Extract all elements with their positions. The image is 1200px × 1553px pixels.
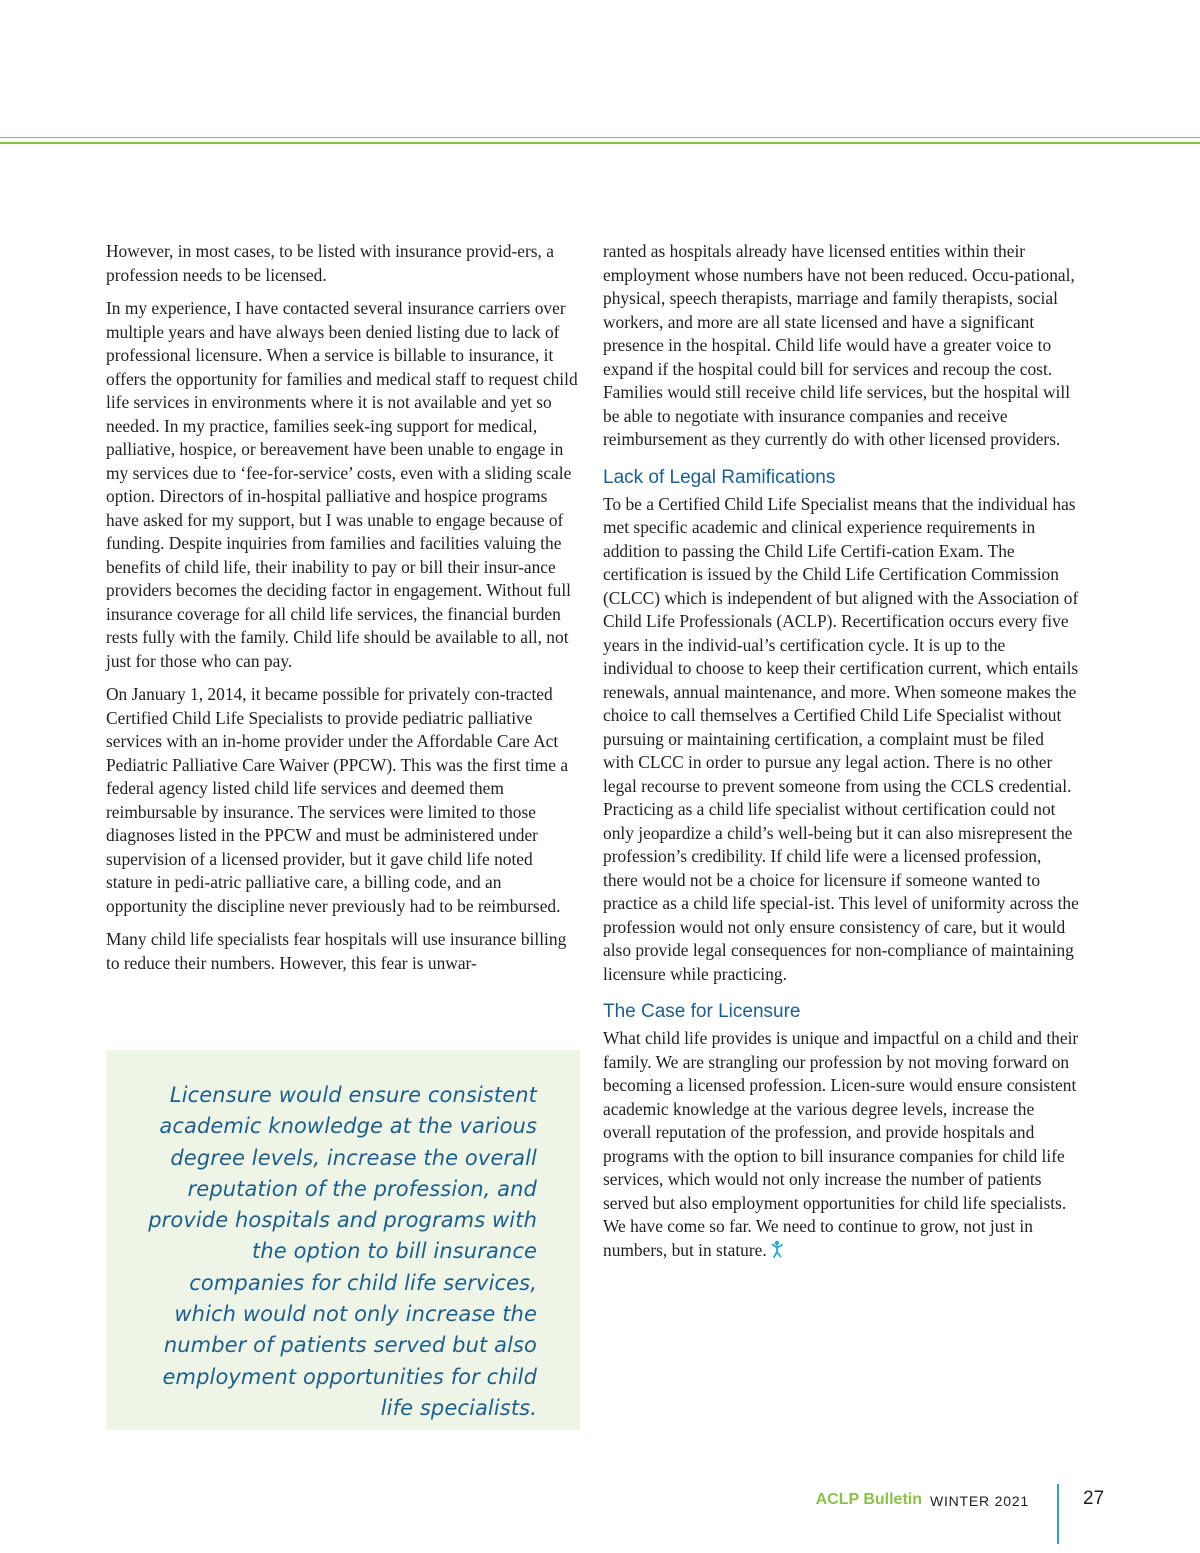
body-paragraph: Many child life specialists fear hospitals will use insurance billing to reduce their numbers. However, this fear is unwar- [106,929,567,973]
header-rule-thick [0,142,1200,144]
footer-divider [1057,1484,1059,1544]
page-number: 27 [1083,1488,1105,1509]
issue-label: WINTER 2021 [929,1493,1029,1509]
body-paragraph: In my experience, I have contacted several insurance carriers over multiple years and have always been denied listing due to lack of professional licensure. When a service is billable to insurance, it offers the opportunity for families and medical staff to request child life services in environments where it is not available and yet so needed. In my practice, families seek-ing support for medical, palliative, hospice, or bereavement have been unable to engage in my services due to ‘fee-for-service’ costs, even with a sliding scale option. Directors of in-hospital palliative and hospice programs have asked for my support, but I was unable to engage because of funding. Despite inquiries from families and facilities valuing the benefits of child life, their inability to pay or bill their insur-ance providers becomes the deciding factor in engagement. Without full insurance coverage for all child life services, the financial burden rests fully with the family. Child life should be available to all, not just for those who can pay. [106,298,578,671]
publication-name: ACLP Bulletin [815,1491,922,1508]
right-column [603,240,1079,1272]
final-paragraph-text: What child life provides is unique and impactful on a child and their family. We are strangling our profession by not moving forward on becoming a licensed profession. Licen-sure would ensure consistent academic knowledge at the various degree levels, increase the overall reputation of the profession, and provide hospitals and programs with the option to bill insurance companies for child life services, which would not only increase the number of patients served but also employment opportunities for child life specialists. We have come so far. We need to continue to grow, not just in numbers, but in stature. [603,1028,1079,1260]
child-figure-icon [771,1240,785,1258]
pull-quote-text: Licensure would ensure consistent academic knowledge at the various degree levels, increase the overall reputation of the profession, and provide hospitals and programs with the option to bill insurance companies for child life services, which would not only increase the number of patients served but also employment opportunities for child life specialists. [148,1083,537,1420]
left-column [106,240,580,985]
body-paragraph: ranted as hospitals already have licensed entities within their employment whose numbers have not been reduced. Occu-pational, physical, speech therapists, marriage and family therapists, social workers, and more are all state licensed and have a significant presence in the hospital. Child life would have a greater voice to expand if the hospital could bill for services and recoup the cost. Families would still receive child life services, but the hospital will be able to negotiate with insurance companies and receive reimbursement as they currently do with other licensed providers. [603,241,1075,449]
section-heading-legal: Lack of Legal Ramifications [603,466,836,488]
body-paragraph: However, in most cases, to be listed with insurance provid-ers, a profession needs to be licensed. [106,241,554,285]
section-heading-licensure: The Case for Licensure [603,1001,801,1022]
body-paragraph-final [603,1027,1079,1262]
pull-quote-box [106,1050,580,1430]
header-rule-thin [0,137,1200,138]
body-paragraph: On January 1, 2014, it became possible for privately con-tracted Certified Child Life Specialists to provide pediatric palliative services with an in-home provider under the Affordable Care Act Pediatric Palliative Care Waiver (PPCW). This was the first time a federal agency listed child life services and deemed them reimbursable by insurance. The services were limited to those diagnoses listed in the PPCW and must be administered under supervision of a licensed provider, but it gave child life noted stature in pedi-atric palliative care, a billing code, and an opportunity the discipline never previously had to be reimbursed. [106,684,569,916]
page-footer [0,1488,1200,1528]
body-paragraph: To be a Certified Child Life Specialist means that the individual has met specific academic and clinical experience requirements in addition to passing the Child Life Certifi-cation Exam. The certification is issued by the Child Life Certification Commission (CLCC) which is independent of but aligned with the Association of Child Life Professionals (ACLP). Recertification occurs every five years in the individ-ual’s certification cycle. It is up to the individual to choose to keep their certification current, which entails renewals, annual maintenance, and more. When someone makes the choice to call themselves a Certified Child Life Specialist without pursuing or maintaining certification, a complaint must be filed with CLCC in order to pursue any legal action. There is no other legal recourse to prevent someone from using the CCLS credential. Practicing as a child life specialist without certification could not only jeopardize a child’s well-being but it can also misrepresent the profession’s credibility. If child life were a licensed profession, there would not be a choice for licensure if someone wanted to practice as a child life special-ist. This level of uniformity across the profession would not only ensure consistency of care, but it would also provide legal consequences for non-compliance of maintaining licensure while practicing. [603,493,1079,984]
